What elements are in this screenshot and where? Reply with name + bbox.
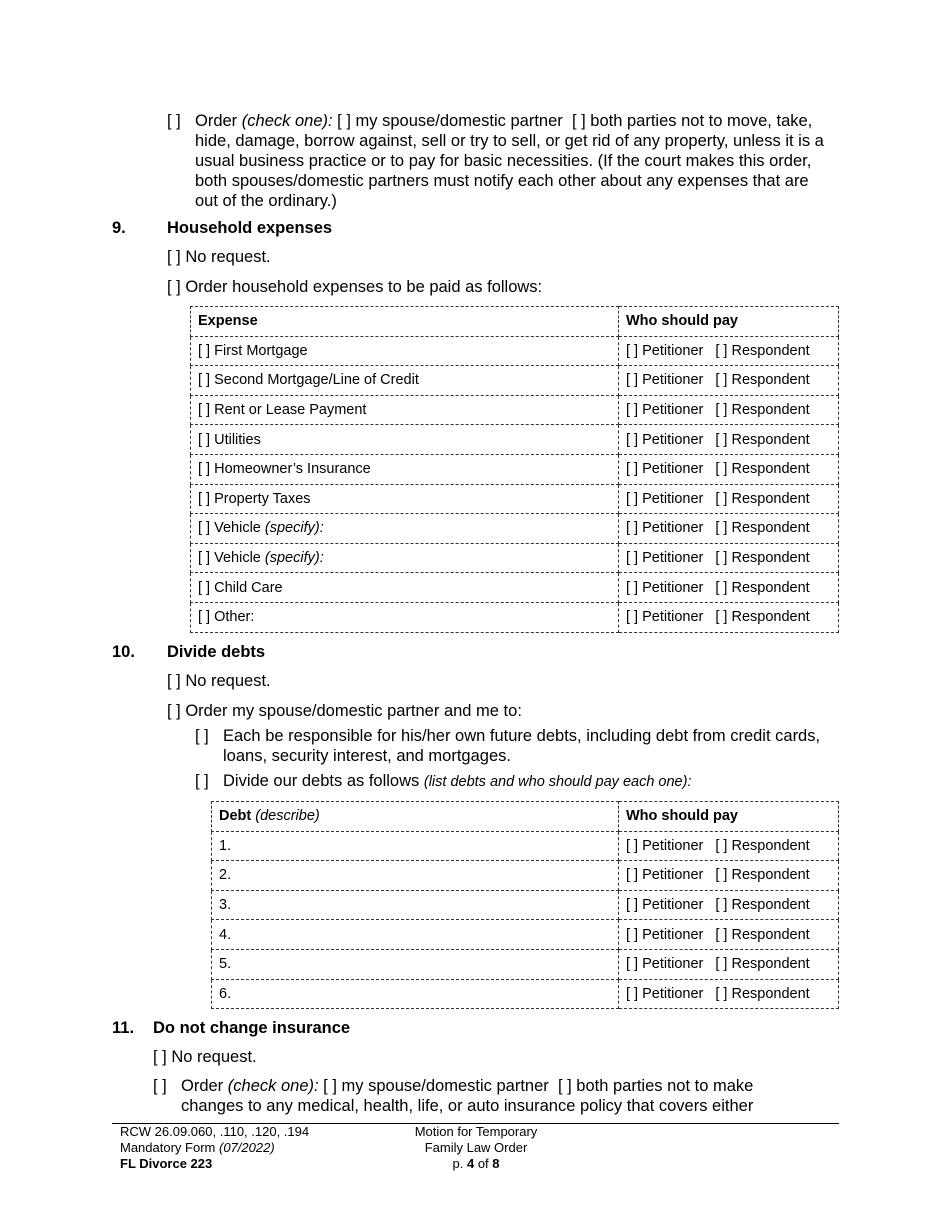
respondent-checkbox[interactable]: [ ] Respondent xyxy=(715,372,810,389)
who-should-pay-cell xyxy=(619,949,839,979)
petitioner-checkbox[interactable]: [ ] Petitioner xyxy=(626,431,704,448)
petitioner-checkbox[interactable]: [ ] Petitioner xyxy=(626,490,704,507)
table-row xyxy=(191,514,839,544)
property-order-option-both[interactable]: [ ] both parties not to move, take, xyxy=(571,112,813,130)
section-11-no-request[interactable]: [ ] No request. xyxy=(153,1048,257,1066)
respondent-checkbox[interactable]: [ ] Respondent xyxy=(715,342,810,359)
debt-description-cell[interactable]: 6. xyxy=(212,979,619,1009)
section-10-order[interactable]: [ ] Order my spouse/domestic partner and me to: xyxy=(167,702,522,720)
petitioner-checkbox[interactable]: [ ] Petitioner xyxy=(626,372,704,389)
section-9-title: Household expenses xyxy=(167,219,333,237)
table-row xyxy=(212,831,839,861)
respondent-checkbox[interactable]: [ ] Respondent xyxy=(715,897,810,914)
property-order-option-spouse[interactable]: [ ] my spouse/domestic partner xyxy=(337,112,563,130)
footer-title-line1: Motion for Temporary xyxy=(414,1124,538,1139)
footer-title-line2: Family Law Order xyxy=(424,1140,528,1155)
divide-debts-option: [ ] Divide our debts as follows (list debts and who should pay each one): xyxy=(195,772,692,790)
who-should-pay-column-header: Who should pay xyxy=(619,802,839,832)
petitioner-checkbox[interactable]: [ ] Petitioner xyxy=(626,609,704,626)
debt-description-cell[interactable]: 1. xyxy=(212,831,619,861)
table-header-row xyxy=(212,802,839,832)
footer-page-number: p. 4 of 8 xyxy=(452,1156,500,1171)
expense-item[interactable]: [ ] Vehicle (specify): xyxy=(191,543,619,573)
property-order-checkbox[interactable]: [ ] xyxy=(167,112,181,130)
petitioner-checkbox[interactable]: [ ] Petitioner xyxy=(626,837,704,854)
expense-item[interactable]: [ ] First Mortgage xyxy=(191,336,619,366)
expense-item[interactable]: [ ] Other: xyxy=(191,602,619,632)
debt-description-cell[interactable]: 4. xyxy=(212,920,619,950)
who-should-pay-cell xyxy=(619,573,839,603)
divide-debts-checkbox[interactable]: [ ] xyxy=(195,772,209,790)
table-row xyxy=(212,949,839,979)
insurance-order-paragraph: [ ] Order (check one): [ ] my spouse/domestic partner [ ] both parties not to make changes to any medical, health, life, or auto insurance policy that covers either xyxy=(153,1077,754,1115)
who-should-pay-cell xyxy=(619,979,839,1009)
section-9-number: 9. xyxy=(112,219,126,237)
expense-item[interactable]: [ ] Second Mortgage/Line of Credit xyxy=(191,366,619,396)
debt-description-cell[interactable]: 5. xyxy=(212,949,619,979)
who-should-pay-cell xyxy=(619,454,839,484)
section-11-title: Do not change insurance xyxy=(153,1019,351,1037)
respondent-checkbox[interactable]: [ ] Respondent xyxy=(715,985,810,1002)
insurance-order-checkbox[interactable]: [ ] xyxy=(153,1077,167,1095)
who-should-pay-cell xyxy=(619,890,839,920)
respondent-checkbox[interactable]: [ ] Respondent xyxy=(715,837,810,854)
insurance-option-spouse[interactable]: [ ] my spouse/domestic partner xyxy=(323,1077,549,1095)
who-should-pay-cell xyxy=(619,366,839,396)
petitioner-checkbox[interactable]: [ ] Petitioner xyxy=(626,956,704,973)
each-responsible-option: [ ] Each be responsible for his/her own future debts, including debt from credit cards, loans, security interest, and mortgages. xyxy=(195,727,821,765)
petitioner-checkbox[interactable]: [ ] Petitioner xyxy=(626,867,704,884)
section-9-order[interactable]: [ ] Order household expenses to be paid as follows: xyxy=(167,278,543,296)
petitioner-checkbox[interactable]: [ ] Petitioner xyxy=(626,342,704,359)
who-should-pay-cell xyxy=(619,602,839,632)
footer-rcw: RCW 26.09.060, .110, .120, .194 xyxy=(120,1124,310,1139)
table-row xyxy=(212,979,839,1009)
who-should-pay-cell xyxy=(619,920,839,950)
respondent-checkbox[interactable]: [ ] Respondent xyxy=(715,461,810,478)
table-row xyxy=(191,573,839,603)
debt-column-header: Debt (describe) xyxy=(212,802,619,832)
respondent-checkbox[interactable]: [ ] Respondent xyxy=(715,490,810,507)
petitioner-checkbox[interactable]: [ ] Petitioner xyxy=(626,461,704,478)
section-9-no-request[interactable]: [ ] No request. xyxy=(167,248,271,266)
insurance-option-both[interactable]: [ ] both parties not to make xyxy=(557,1077,754,1095)
household-expenses-table xyxy=(190,306,839,633)
petitioner-checkbox[interactable]: [ ] Petitioner xyxy=(626,550,704,567)
petitioner-checkbox[interactable]: [ ] Petitioner xyxy=(626,402,704,419)
respondent-checkbox[interactable]: [ ] Respondent xyxy=(715,402,810,419)
who-should-pay-cell xyxy=(619,336,839,366)
expense-item[interactable]: [ ] Rent or Lease Payment xyxy=(191,395,619,425)
section-10-number: 10. xyxy=(112,643,135,661)
expense-item[interactable]: [ ] Homeowner’s Insurance xyxy=(191,454,619,484)
respondent-checkbox[interactable]: [ ] Respondent xyxy=(715,867,810,884)
table-row xyxy=(212,890,839,920)
petitioner-checkbox[interactable]: [ ] Petitioner xyxy=(626,579,704,596)
respondent-checkbox[interactable]: [ ] Respondent xyxy=(715,956,810,973)
who-should-pay-cell xyxy=(619,861,839,891)
debt-description-cell[interactable]: 3. xyxy=(212,890,619,920)
respondent-checkbox[interactable]: [ ] Respondent xyxy=(715,609,810,626)
table-row xyxy=(191,425,839,455)
petitioner-checkbox[interactable]: [ ] Petitioner xyxy=(626,926,704,943)
table-row xyxy=(191,454,839,484)
petitioner-checkbox[interactable]: [ ] Petitioner xyxy=(626,985,704,1002)
who-should-pay-cell xyxy=(619,543,839,573)
petitioner-checkbox[interactable]: [ ] Petitioner xyxy=(626,520,704,537)
respondent-checkbox[interactable]: [ ] Respondent xyxy=(715,431,810,448)
table-row xyxy=(212,861,839,891)
respondent-checkbox[interactable]: [ ] Respondent xyxy=(715,579,810,596)
section-11-number: 11. xyxy=(112,1019,135,1037)
table-row xyxy=(191,602,839,632)
petitioner-checkbox[interactable]: [ ] Petitioner xyxy=(626,897,704,914)
expense-column-header: Expense xyxy=(191,307,619,337)
each-responsible-checkbox[interactable]: [ ] xyxy=(195,727,209,745)
who-should-pay-column-header: Who should pay xyxy=(619,307,839,337)
table-row xyxy=(191,395,839,425)
table-row xyxy=(191,336,839,366)
section-10-no-request[interactable]: [ ] No request. xyxy=(167,672,271,690)
table-row xyxy=(191,366,839,396)
property-order-paragraph: [ ] Order (check one): [ ] my spouse/domestic partner [ ] both parties not to move, take, hide, damage, borrow against, sell or try to sell, or get rid of any property, unless it is a usual business practice or to pay for basic necessities. (If the court makes this order, both spouses/domestic partners must notify each other about any expenses that are out of the ordinary.) xyxy=(167,112,824,210)
who-should-pay-cell xyxy=(619,831,839,861)
footer-form-id: FL Divorce 223 xyxy=(120,1156,213,1171)
table-row xyxy=(191,543,839,573)
expense-item[interactable]: [ ] Vehicle (specify): xyxy=(191,514,619,544)
who-should-pay-cell xyxy=(619,514,839,544)
expense-item[interactable]: [ ] Utilities xyxy=(191,425,619,455)
table-row xyxy=(191,484,839,514)
footer-mandatory: Mandatory Form (07/2022) xyxy=(120,1140,275,1155)
respondent-checkbox[interactable]: [ ] Respondent xyxy=(715,550,810,567)
table-row xyxy=(212,920,839,950)
debts-table xyxy=(211,801,839,1009)
footer-center xyxy=(395,1124,557,1172)
who-should-pay-cell xyxy=(619,425,839,455)
respondent-checkbox[interactable]: [ ] Respondent xyxy=(715,926,810,943)
footer-left xyxy=(120,1124,309,1172)
table-header-row xyxy=(191,307,839,337)
expense-item[interactable]: [ ] Property Taxes xyxy=(191,484,619,514)
section-10-title: Divide debts xyxy=(167,643,266,661)
debt-description-cell[interactable]: 2. xyxy=(212,861,619,891)
expense-item[interactable]: [ ] Child Care xyxy=(191,573,619,603)
respondent-checkbox[interactable]: [ ] Respondent xyxy=(715,520,810,537)
who-should-pay-cell xyxy=(619,484,839,514)
who-should-pay-cell xyxy=(619,395,839,425)
